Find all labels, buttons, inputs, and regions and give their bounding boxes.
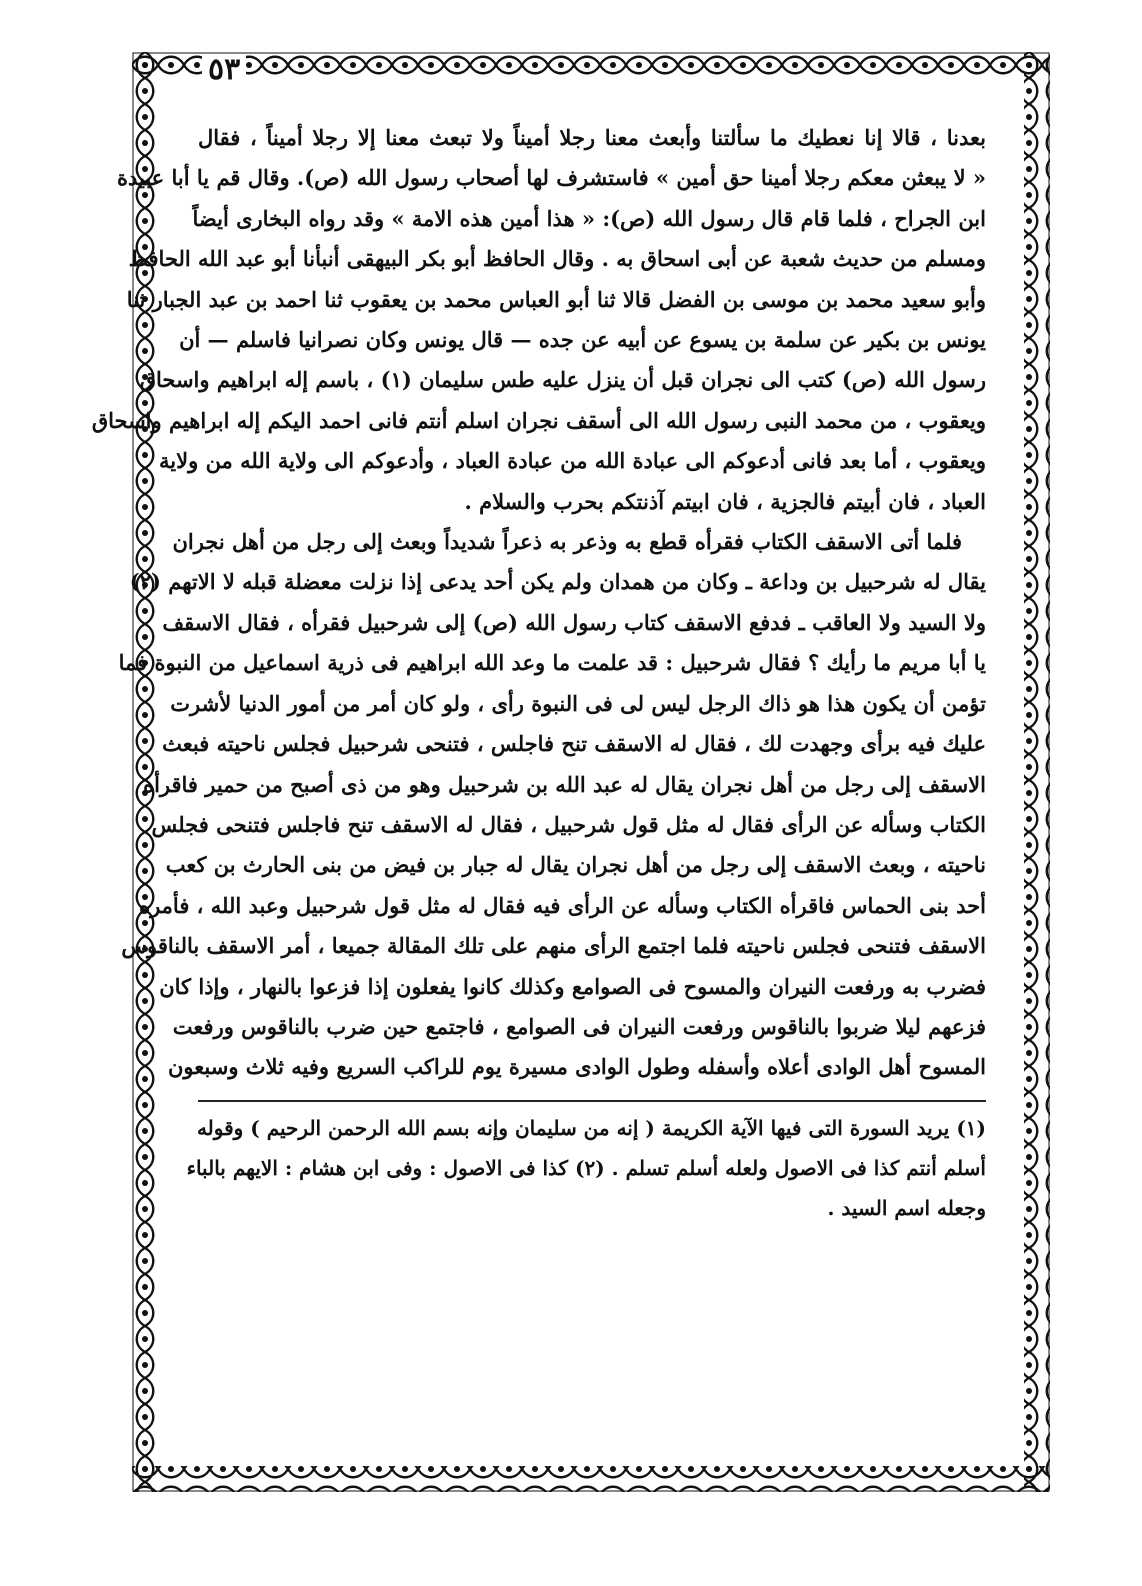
- text-line: بعدنا ، قالا إنا نعطيك ما سألتنا وأبعث معنا رجلا أميناً ولا تبعث معنا إلا رجلا أميناً ، فقال: [198, 125, 986, 150]
- text-line: ويعقوب ، من محمد النبى رسول الله الى أسقف نجران اسلم أنتم فانى احمد اليكم إله ابراهيم واسحاق: [91, 407, 986, 433]
- text-line: يا أبا مريم ما رأيك ؟ فقال شرحبيل : قد علمت ما وعد الله ابراهيم فى ذرية اسماعيل من النبوة فما: [118, 650, 986, 676]
- text-line: ومسلم من حديث شعبة عن أبى اسحاق به . وقال الحافظ أبو بكر البيهقى أنبأنا أبو عبد الله الحافظ: [128, 246, 986, 272]
- text-line: رسول الله (ص) كتب الى نجران قبل أن ينزل عليه طس سليمان (١) ، باسم إله ابراهيم واسحاق: [139, 367, 986, 393]
- text-line: يونس بن بكير عن سلمة بن يسوع عن أبيه عن جده — قال يونس وكان نصرانيا فاسلم — أن: [179, 327, 986, 353]
- text-line: تؤمن أن يكون هذا هو ذاك الرجل ليس لى فى النبوة رأى ، ولو كان أمر من أمور الدنيا لأشرت: [170, 690, 986, 716]
- text-line: فضرب به ورفعت النيران والمسوح فى الصوامع وكذلك كانوا يفعلون إذا فزعوا بالنهار ، وإذا كان: [159, 973, 986, 999]
- footnote-divider: [198, 1100, 986, 1102]
- footnotes: [186, 1108, 986, 1228]
- text-line: المسوح أهل الوادى أعلاه وأسفله وطول الوادى مسيرة يوم للراكب السريع وفيه ثلاث وسبعون: [167, 1054, 986, 1080]
- text-line: ابن الجراح ، فلما قام قال رسول الله (ص): « هذا أمين هذه الامة » وقد رواه البخارى أيضاً: [192, 205, 986, 231]
- text-line: الاسقف فتنحى فجلس ناحيته فلما اجتمع الرأى منهم على تلك المقالة جميعا ، أمر الاسقف بالناقوس: [121, 933, 986, 959]
- main-text: [91, 118, 986, 1088]
- text-line: وأبو سعيد محمد بن موسى بن الفضل قالا ثنا أبو العباس محمد بن يعقوب ثنا احمد بن عبد الجبار ثنا: [126, 286, 986, 312]
- text-line: فزعهم ليلا ضربوا بالناقوس ورفعت النيران فى الصوامع ، فاجتمع حين ضرب بالناقوس ورفعت: [172, 1013, 986, 1039]
- text-line: ولا السيد ولا العاقب ـ فدفع الاسقف كتاب رسول الله (ص) إلى شرحبيل فقرأه ، فقال الاسقف: [162, 609, 986, 635]
- text-line: الاسقف إلى رجل من أهل نجران يقال له عبد الله بن شرحبيل وهو من ذى أصبح من حمير فاقرأه: [143, 771, 986, 797]
- text-line: فلما أتى الاسقف الكتاب فقرأه قطع به وذعر به ذعراً شديداً وبعث إلى رجل من أهل نجران: [172, 529, 962, 555]
- text-line: ناحيته ، وبعث الاسقف إلى رجل من أهل نجران يقال له جبار بن فيض من بنى الحارث بن كعب: [165, 852, 986, 878]
- text-line: الكتاب وسأله عن الرأى فقال له مثل قول شرحبيل ، فقال له الاسقف تنح فاجلس فتنحى فجلس: [151, 811, 986, 837]
- page-content: [91, 118, 986, 1428]
- footnote-line: أسلم أنتم كذا فى الاصول ولعله أسلم تسلم . (٢) كذا فى الاصول : وفى ابن هشام : الايهم بالباء: [186, 1155, 986, 1180]
- text-line: عليك فيه برأى وجهدت لك ، فقال له الاسقف تنح فاجلس ، فتنحى شرحبيل فجلس ناحيته فبعث: [162, 731, 986, 757]
- text-line: يقال له شرحبيل بن وداعة ـ وكان من همدان ولم يكن أحد يدعى إذا نزلت معضلة قبله لا الاتهم (٢): [129, 569, 986, 595]
- text-line: « لا يبعثن معكم رجلا أمينا حق أمين » فاستشرف لها أصحاب رسول الله (ص). وقال قم يا أبا عبيدة: [116, 165, 986, 191]
- text-line: ويعقوب ، أما بعد فانى أدعوكم الى عبادة الله من عبادة العباد ، وأدعوكم الى ولاية الله من ولاية: [159, 448, 986, 474]
- footnote-line: (١) يريد السورة التى فيها الآية الكريمة ( إنه من سليمان وإنه بسم الله الرحمن الرحيم ) وقوله: [196, 1115, 986, 1140]
- page-number: ٥٣: [202, 54, 246, 86]
- text-line: العباد ، فان أبيتم فالجزية ، فان ابيتم آذنتكم بحرب والسلام .: [464, 488, 986, 514]
- text-line: أحد بنى الحماس فاقرأه الكتاب وسأله عن الرأى فيه فقال له مثل قول شرحبيل وعبد الله ، فأمره: [139, 892, 986, 918]
- footnote-line: وجعله اسم السيد .: [827, 1195, 986, 1220]
